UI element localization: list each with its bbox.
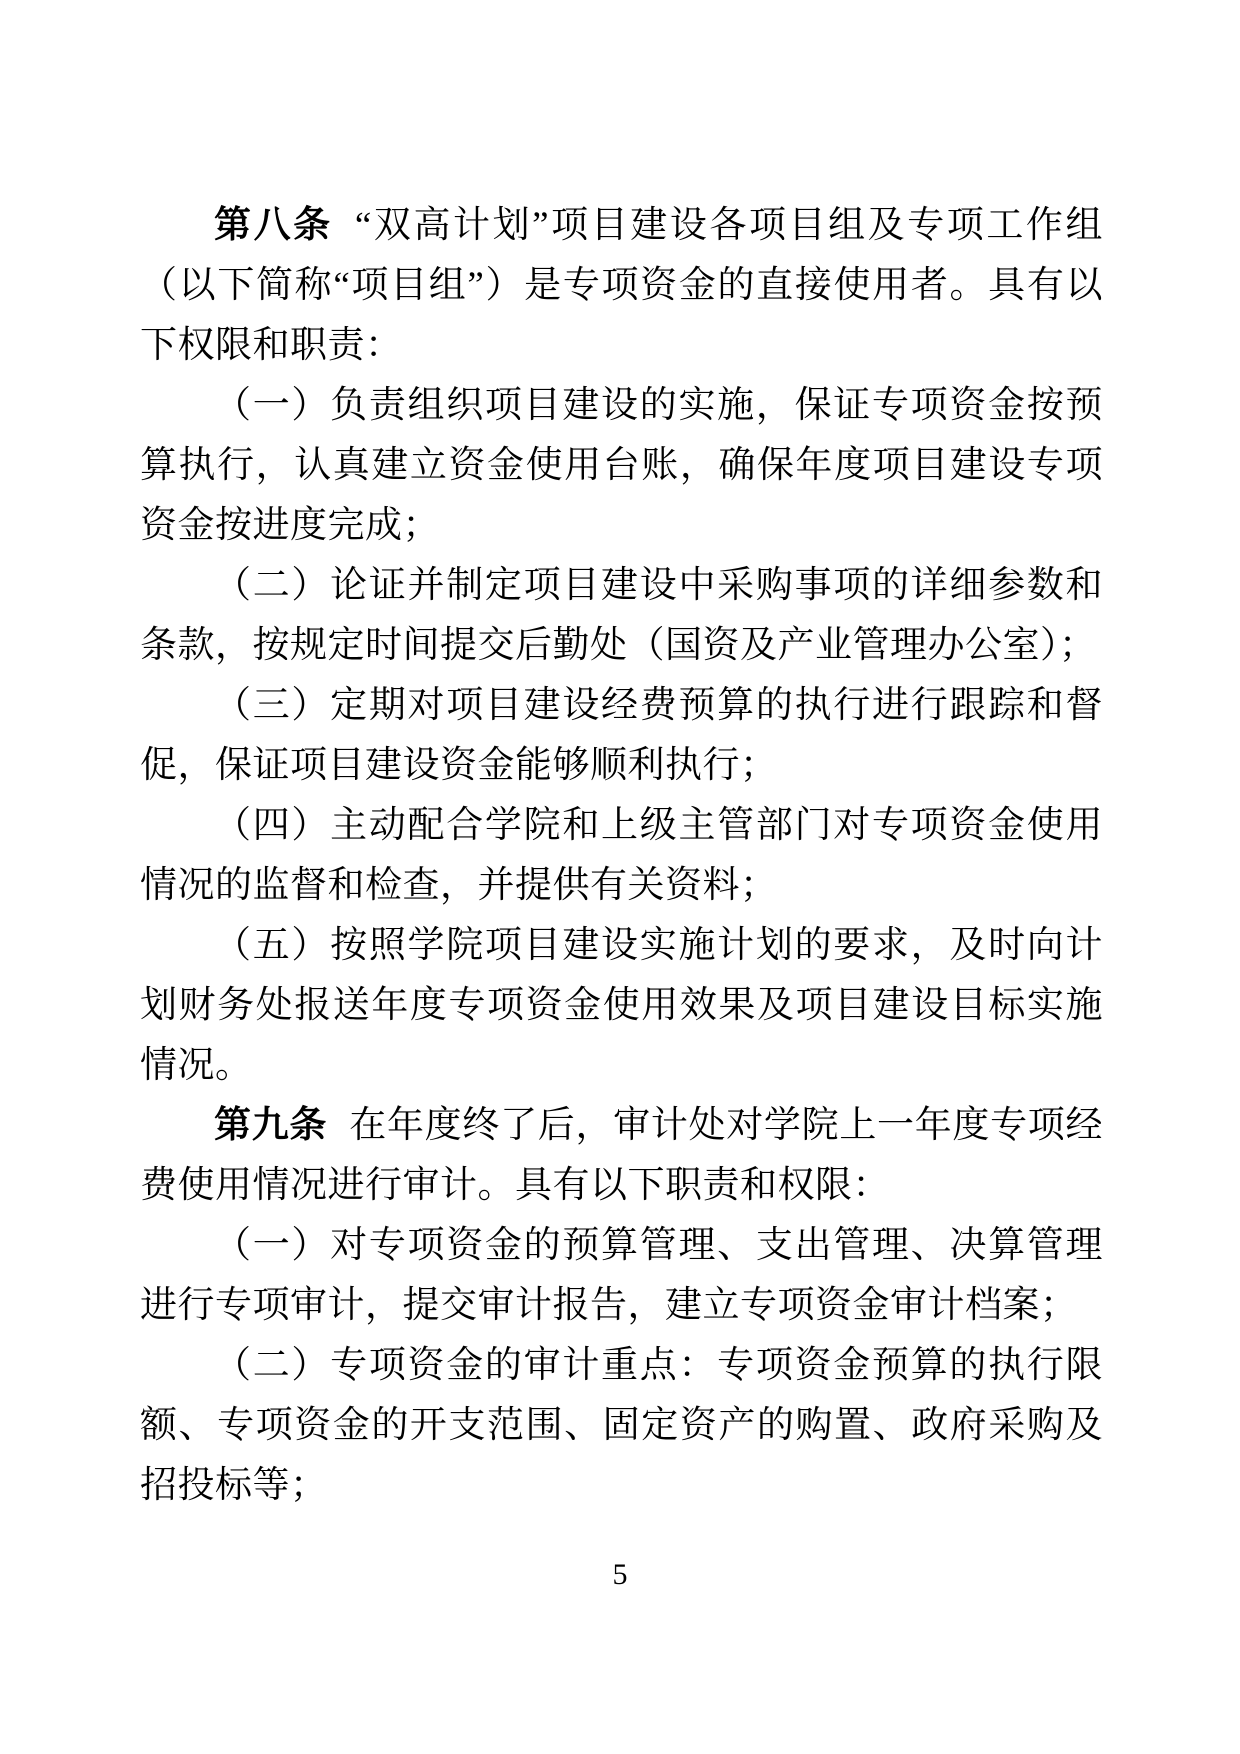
paragraph: [140, 1096, 1103, 1216]
paragraph: [140, 376, 1103, 556]
paragraph-text: （一）对专项资金的预算管理、支出管理、决算管理进行专项审计，提交审计报告，建立专项资金审计档案；: [140, 1225, 1103, 1326]
paragraph-text: （五）按照学院项目建设实施计划的要求，及时向计划财务处报送年度专项资金使用效果及项目建设目标实施情况。: [140, 925, 1103, 1086]
paragraph-text: “双高计划”项目建设各项目组及专项工作组（以下简称“项目组”）是专项资金的直接使用者。具有以下权限和职责：: [140, 205, 1104, 366]
article-number: 第九条: [214, 1105, 328, 1146]
paragraph-text: （二）专项资金的审计重点：专项资金预算的执行限额、专项资金的开支范围、固定资产的购置、政府采购及招投标等；: [140, 1345, 1103, 1506]
paragraph-text: 在年度终了后，审计处对学院上一年度专项经费使用情况进行审计。具有以下职责和权限：: [140, 1105, 1104, 1206]
paragraph: [140, 916, 1103, 1096]
paragraph: [140, 796, 1103, 916]
paragraph: [140, 1216, 1103, 1336]
article-number: 第八条: [214, 205, 333, 246]
paragraph: [140, 676, 1103, 796]
paragraph-text: （一）负责组织项目建设的实施，保证专项资金按预算执行，认真建立资金使用台账，确保年度项目建设专项资金按进度完成；: [140, 385, 1103, 546]
paragraph-text: （二）论证并制定项目建设中采购事项的详细参数和条款，按规定时间提交后勤处（国资及产业管理办公室）；: [140, 565, 1103, 666]
page-number: 5: [612, 1558, 628, 1591]
paragraph: [140, 196, 1103, 376]
paragraph-text: （三）定期对项目建设经费预算的执行进行跟踪和督促，保证项目建设资金能够顺利执行；: [140, 685, 1103, 786]
document-body: [140, 196, 1103, 1516]
paragraph: [140, 556, 1103, 676]
paragraph: [140, 1336, 1103, 1516]
paragraph-text: （四）主动配合学院和上级主管部门对专项资金使用情况的监督和检查，并提供有关资料；: [140, 805, 1103, 906]
